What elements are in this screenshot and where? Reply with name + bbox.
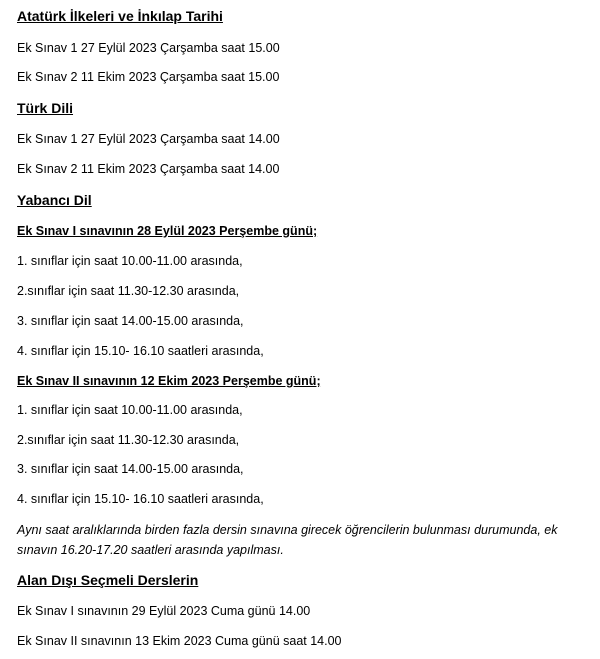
turk-dili-exam-1: Ek Sınav 1 27 Eylül 2023 Çarşamba saat 14.00 xyxy=(17,132,280,146)
alan-disi-exam-1: Ek Sınav I sınavının 29 Eylül 2023 Cuma günü 14.00 xyxy=(17,604,311,618)
yabanci-dil-exam-1-class-3: 3. sınıflar için saat 14.00-15.00 arasında, xyxy=(17,314,244,328)
alan-disi-exam-2: Ek Sınav II sınavının 13 Ekim 2023 Cuma günü saat 14.00 xyxy=(17,634,342,648)
yabanci-dil-exam-1-class-4: 4. sınıflar için 15.10- 16.10 saatleri arasında, xyxy=(17,344,264,358)
ataturk-exam-1: Ek Sınav 1 27 Eylül 2023 Çarşamba saat 15.00 xyxy=(17,41,280,55)
turk-dili-exam-2: Ek Sınav 2 11 Ekim 2023 Çarşamba saat 14.00 xyxy=(17,162,280,176)
section-title-alan-disi: Alan Dışı Seçmeli Derslerin xyxy=(17,572,199,588)
yabanci-dil-note: Aynı saat aralıklarında birden fazla dersin sınavına girecek öğrencilerin bulunması durumunda, ek sınavın 16.20-17.20 saatleri arasında yapılması. xyxy=(17,523,558,557)
yabanci-dil-exam-2-class-1: 1. sınıflar için saat 10.00-11.00 arasında, xyxy=(17,403,243,417)
yabanci-dil-exam-2-class-3: 3. sınıflar için saat 14.00-15.00 arasında, xyxy=(17,462,244,476)
yabanci-dil-exam-1-title: Ek Sınav I sınavının 28 Eylül 2023 Perşembe günü; xyxy=(17,224,318,238)
yabanci-dil-exam-1-class-2: 2.sınıflar için saat 11.30-12.30 arasında, xyxy=(17,284,240,298)
section-title-ataturk: Atatürk İlkeleri ve İnkılap Tarihi xyxy=(17,8,223,24)
section-title-yabanci-dil: Yabancı Dil xyxy=(17,192,92,208)
yabanci-dil-exam-2-class-4: 4. sınıflar için 15.10- 16.10 saatleri arasında, xyxy=(17,492,264,506)
section-title-turk-dili: Türk Dili xyxy=(17,100,74,116)
yabanci-dil-exam-1-class-1: 1. sınıflar için saat 10.00-11.00 arasında, xyxy=(17,254,243,268)
yabanci-dil-exam-2-title: Ek Sınav II sınavının 12 Ekim 2023 Perşembe günü; xyxy=(17,374,321,388)
ataturk-exam-2: Ek Sınav 2 11 Ekim 2023 Çarşamba saat 15.00 xyxy=(17,70,280,84)
yabanci-dil-exam-2-class-2: 2.sınıflar için saat 11.30-12.30 arasında, xyxy=(17,433,240,447)
